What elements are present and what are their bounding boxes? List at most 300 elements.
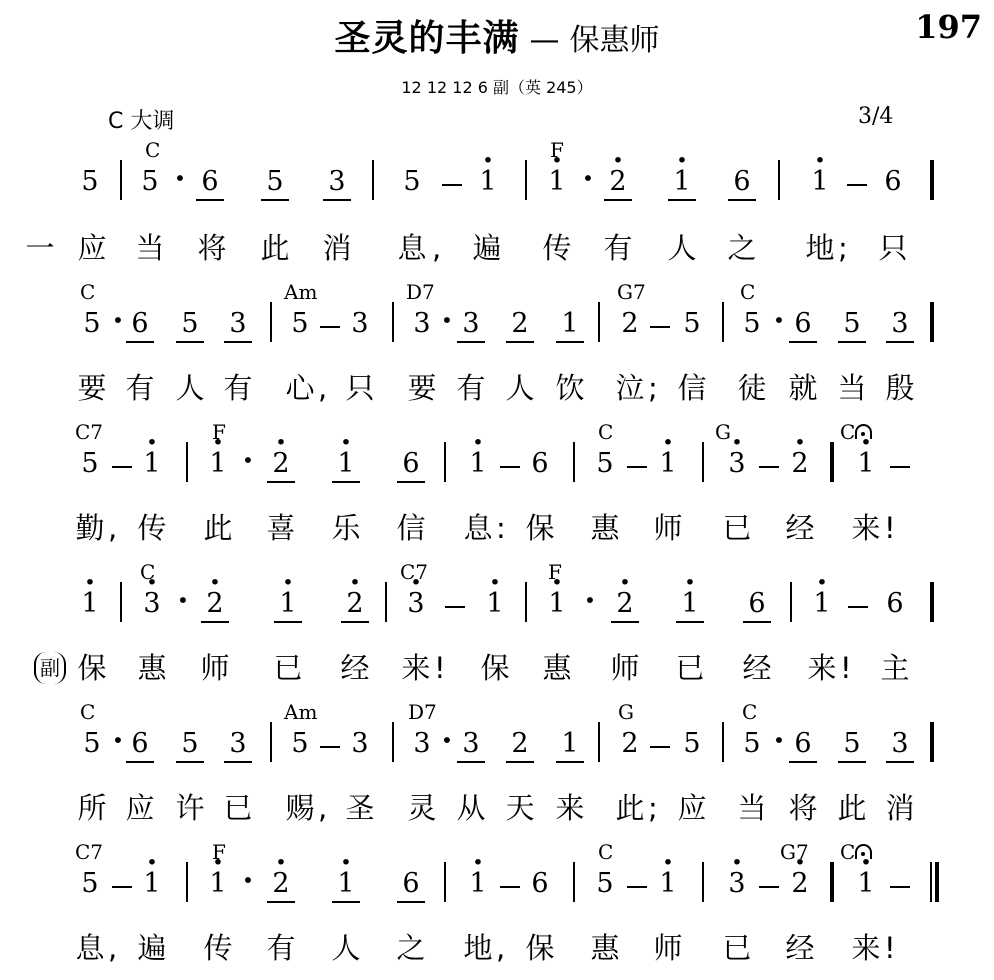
note: 2 [506,728,534,763]
note: 2 [621,728,639,759]
chord-symbol [406,280,435,304]
note: 6 [886,588,904,619]
bar-line [598,302,600,342]
note: · 1 [474,166,502,198]
meter-line: 12 12 12 6 副（英 245） [401,78,593,97]
lyric-syllable: 经 [785,511,815,545]
note: · 2 [611,588,639,623]
note: 3 [323,166,351,201]
bar-line [120,582,122,622]
bar-line [702,442,704,482]
bar-line [270,722,272,762]
dotted-rhythm-dot: · [773,721,785,759]
bar-line [372,160,374,200]
note: 5 [176,308,204,343]
chord-symbol [80,700,95,724]
note: 6 [196,166,224,201]
note: · 1 [274,588,302,623]
lyric-syllable: 来 [401,651,431,685]
lyric-syllable: 灵 [407,791,437,825]
note: 6 [728,166,756,201]
lyric-punctuation: ; [648,791,658,825]
duration-dash [445,606,465,608]
duration-dash [848,606,868,608]
lyric-syllable: 将 [788,791,818,825]
duration-dash [890,886,910,888]
note: 1 [556,308,584,343]
lyrics-row [0,930,994,970]
note: · 2 [267,448,295,483]
lyric-syllable: 保 [480,651,510,685]
chord-label: G7 [617,280,646,304]
lyric-syllable: 经 [742,651,772,685]
bar-line [930,160,934,200]
lyric-punctuation: ; [838,231,848,265]
title-subtitle: 保惠师 [569,23,660,58]
bar-line [525,582,527,622]
music-row [0,700,994,780]
bar-line [444,442,446,482]
chord-symbol [617,280,646,304]
lyric-syllable: 惠 [542,651,572,685]
chord-symbol [742,700,757,724]
note: 3 [886,308,914,343]
chord-label: C [840,840,856,864]
lyric-syllable: 徒 [737,371,767,405]
lyric-syllable: 已 [722,511,752,545]
lyric-punctuation: , [108,511,118,545]
note: 3 [457,308,485,343]
note: 1 [556,728,584,763]
lyric-syllable: 有 [223,371,253,405]
lyric-syllable: 来 [555,791,585,825]
chord-symbol [598,420,613,444]
note: · 2 [786,448,814,480]
lyric-syllable: 已 [223,791,253,825]
chord-label: C [598,840,614,864]
lyric-syllable: 应 [77,231,107,265]
duration-dash [500,466,520,468]
lyric-syllable: 当 [737,791,767,825]
duration-dash [759,466,779,468]
lyric-syllable: 传 [542,231,572,265]
note: · 1 [668,166,696,201]
lyric-syllable: 遍 [137,931,167,965]
chord-label: D7 [406,280,435,304]
duration-dash [500,886,520,888]
duration-dash [847,184,867,186]
lyrics-row [0,230,994,270]
duration-dash [650,326,670,328]
note: · 1 [138,868,166,900]
chord-label: G [618,700,634,724]
note: · 1 [852,448,880,480]
bar-line [120,160,122,200]
lyric-syllable: 信 [396,511,426,545]
note: · 1 [204,448,232,480]
chord-label: D7 [408,700,437,724]
dotted-rhythm-dot: · [773,301,785,339]
note: · 1 [808,588,836,620]
chord-symbol [740,280,755,304]
music-row [0,138,994,218]
dotted-rhythm-dot: · [584,581,596,619]
music-row [0,280,994,360]
duration-dash [320,746,340,748]
lyric-syllable: 将 [197,231,227,265]
note: 5 [838,728,866,763]
duration-dash [442,184,462,186]
note: · 1 [76,588,104,620]
lyric-syllable: 经 [785,931,815,965]
duration-dash [112,886,132,888]
note: · 2 [267,868,295,903]
lyric-syllable: 惠 [137,651,167,685]
note: · 3 [723,448,751,480]
note: 5 [291,728,309,759]
duration-dash [627,466,647,468]
lyric-syllable: 保 [525,511,555,545]
lyric-syllable: 应 [677,791,707,825]
bar-line [722,722,724,762]
note: 3 [886,728,914,763]
lyric-syllable: 心 [285,371,315,405]
chord-label: G [715,420,731,444]
lyric-punctuation: , [496,931,506,965]
final-barline [930,862,939,902]
lyric-syllable: 来 [851,511,881,545]
lyric-syllable: 应 [125,791,155,825]
lyric-punctuation: , [318,791,328,825]
lyric-syllable: 有 [456,371,486,405]
note: · 3 [138,588,166,620]
lyric-syllable: 要 [407,371,437,405]
refrain-marker: 副 [34,652,66,684]
lyric-syllable: 人 [505,371,535,405]
lyric-syllable: 已 [675,651,705,685]
bar-line [444,862,446,902]
note: · 1 [852,868,880,900]
lyric-punctuation: ; [648,371,658,405]
bar-line [778,160,780,200]
dotted-rhythm-dot: · [177,581,189,619]
note: 5 [81,166,99,197]
lyric-syllable: 有 [266,931,296,965]
bar-line [830,862,834,902]
chord-symbol [284,700,317,724]
bar-line [702,862,704,902]
note: 5 [683,308,701,339]
note: · 1 [204,868,232,900]
lyric-syllable: 之 [727,231,757,265]
dotted-rhythm-dot: · [242,861,254,899]
lyric-syllable: 许 [175,791,205,825]
dotted-rhythm-dot: · [174,159,186,197]
lyric-syllable: 传 [203,931,233,965]
lyric-syllable: 保 [77,651,107,685]
note: 5 [743,728,761,759]
lyric-syllable: 泣 [615,371,645,405]
duration-dash [627,886,647,888]
note: 5 [596,448,614,479]
note: · 2 [341,588,369,623]
lyric-syllable: 所 [77,791,107,825]
chord-label: C [140,560,156,584]
note: 3 [224,728,252,763]
chord-symbol [408,700,437,724]
chord-label: C7 [75,420,104,444]
dotted-rhythm-dot: · [582,159,594,197]
chord-label: C [80,280,96,304]
lyric-syllable: 喜 [266,511,296,545]
note: 3 [413,308,431,339]
lyric-syllable: 消 [322,231,352,265]
lyric-syllable: 惠 [590,511,620,545]
note: 6 [743,588,771,623]
lyrics-row [0,370,994,410]
note: 5 [176,728,204,763]
note: · 1 [481,588,509,620]
lyric-syllable: 已 [273,651,303,685]
lyric-syllable: 息 [75,931,105,965]
music-row [0,420,994,500]
note: · 2 [201,588,229,623]
note: 6 [397,868,425,903]
note: 6 [789,308,817,343]
lyric-syllable: 此 [260,231,290,265]
duration-dash [320,326,340,328]
note: 6 [789,728,817,763]
note: · 1 [654,448,682,480]
bar-line [186,442,188,482]
note: 5 [141,166,159,197]
lyric-syllable: 要 [77,371,107,405]
lyric-syllable: 息 [397,231,427,265]
lyric-syllable: 就 [788,371,818,405]
note: · 1 [806,166,834,198]
lyric-syllable: 师 [200,651,230,685]
lyric-punctuation: : [496,511,506,545]
note: · 1 [654,868,682,900]
chord-symbol [75,420,103,444]
bar-line [270,302,272,342]
lyric-punctuation: ! [884,511,896,545]
duration-dash [890,466,910,468]
note: 2 [621,308,639,339]
chord-label: Am [284,280,318,304]
lyric-syllable: 师 [610,651,640,685]
duration-dash [759,886,779,888]
note: 5 [838,308,866,343]
duration-dash [112,466,132,468]
note: · 1 [464,868,492,900]
note: 5 [683,728,701,759]
lyric-syllable: 经 [340,651,370,685]
lyric-syllable: 殷 [885,371,915,405]
lyric-syllable: 有 [125,371,155,405]
note: · 3 [723,868,751,900]
chord-label: F [550,138,564,162]
bar-line [830,442,834,482]
lyric-syllable: 人 [667,231,697,265]
note: 6 [126,728,154,763]
lyric-syllable: 信 [677,371,707,405]
note: 2 [506,308,534,343]
chord-symbol [145,138,160,162]
note: 5 [81,448,99,479]
note: · 1 [332,448,360,483]
note: · 1 [543,588,571,620]
lyric-syllable: 一 [25,231,55,265]
music-row [0,560,994,640]
note: 5 [83,308,101,339]
chord-label: C [598,420,614,444]
lyric-syllable: 当 [837,371,867,405]
note: 5 [403,166,421,197]
lyric-syllable: 师 [653,511,683,545]
lyric-punctuation: ! [434,651,446,685]
chord-label: C7 [75,840,104,864]
duration-dash [650,746,670,748]
chord-label: C [145,138,161,162]
lyric-punctuation: ! [884,931,896,965]
lyric-syllable: 息 [463,511,493,545]
bar-line [392,722,394,762]
note: 5 [83,728,101,759]
lyric-syllable: 饮 [555,371,585,405]
lyric-syllable: 来 [851,931,881,965]
lyric-syllable: 此 [203,511,233,545]
lyric-syllable: 乐 [331,511,361,545]
note: 6 [126,308,154,343]
lyric-punctuation: , [318,371,328,405]
note: · 1 [332,868,360,903]
note: 5 [81,868,99,899]
bar-line [930,582,934,622]
chord-label: C [740,280,756,304]
bar-line [573,442,575,482]
bar-line [722,302,724,342]
bar-line [186,862,188,902]
lyrics-row [0,650,994,690]
note: 6 [884,166,902,197]
chord-label: F [548,560,562,584]
chord-symbol [618,700,634,724]
note: 3 [413,728,431,759]
dotted-rhythm-dot: · [112,301,124,339]
note: 3 [351,308,369,339]
chord-label: Am [284,700,318,724]
lyric-syllable: 地 [805,231,835,265]
chord-symbol [75,840,103,864]
note: · 3 [402,588,430,620]
lyric-syllable: 天 [505,791,535,825]
note: · 2 [786,868,814,900]
hymn-title [0,10,994,61]
lyric-syllable: 只 [345,371,375,405]
dotted-rhythm-dot: · [242,441,254,479]
lyric-syllable: 已 [722,931,752,965]
lyric-syllable: 之 [396,931,426,965]
music-row [0,840,994,920]
lyric-syllable: 惠 [590,931,620,965]
lyric-syllable: 此 [615,791,645,825]
lyric-syllable: 勤 [75,511,105,545]
dotted-rhythm-dot: · [441,721,453,759]
note: 5 [743,308,761,339]
lyric-syllable: 保 [525,931,555,965]
note: 3 [457,728,485,763]
chord-symbol [598,840,613,864]
note: · 1 [543,166,571,198]
chord-label: C [80,700,96,724]
note: · 1 [464,448,492,480]
note: 3 [351,728,369,759]
bar-line [385,582,387,622]
lyric-syllable: 传 [137,511,167,545]
chord-label: C [742,700,758,724]
chord-label: F [212,420,226,444]
chord-label: C7 [400,560,429,584]
note: · 2 [604,166,632,201]
lyric-syllable: 人 [175,371,205,405]
note: 6 [531,448,549,479]
note: · 1 [676,588,704,623]
bar-line [573,862,575,902]
lyric-syllable: 主 [880,651,910,685]
lyric-syllable: 遍 [472,231,502,265]
chord-symbol [284,280,317,304]
lyrics-row [0,790,994,830]
chord-symbol [80,280,95,304]
dotted-rhythm-dot: · [441,301,453,339]
lyric-syllable: 地 [463,931,493,965]
lyric-syllable: 从 [456,791,486,825]
lyric-syllable: 师 [653,931,683,965]
title-text: 圣灵的丰满 [334,18,520,59]
hymn-number: 197 [915,8,982,46]
lyric-syllable: 此 [837,791,867,825]
bar-line [930,302,934,342]
key-signature: C 大调 [108,109,175,134]
lyric-syllable: 消 [885,791,915,825]
bar-line [525,160,527,200]
note: 3 [224,308,252,343]
note: 5 [261,166,289,201]
note: · 1 [138,448,166,480]
lyric-syllable: 圣 [345,791,375,825]
lyric-punctuation: ! [840,651,852,685]
lyric-syllable: 人 [331,931,361,965]
note: 6 [531,868,549,899]
chord-label: G7 [780,840,809,864]
bar-line [392,302,394,342]
lyric-syllable: 有 [603,231,633,265]
note: 5 [291,308,309,339]
chord-label: F [212,840,226,864]
note: 5 [596,868,614,899]
lyric-syllable: 来 [807,651,837,685]
dotted-rhythm-dot: · [112,721,124,759]
lyric-punctuation: , [432,231,442,265]
bar-line [598,722,600,762]
note: 6 [397,448,425,483]
time-signature: 3/4 [858,104,894,129]
lyric-punctuation: , [108,931,118,965]
lyrics-row [0,510,994,550]
lyric-syllable: 只 [878,231,908,265]
lyric-syllable: 赐 [285,791,315,825]
